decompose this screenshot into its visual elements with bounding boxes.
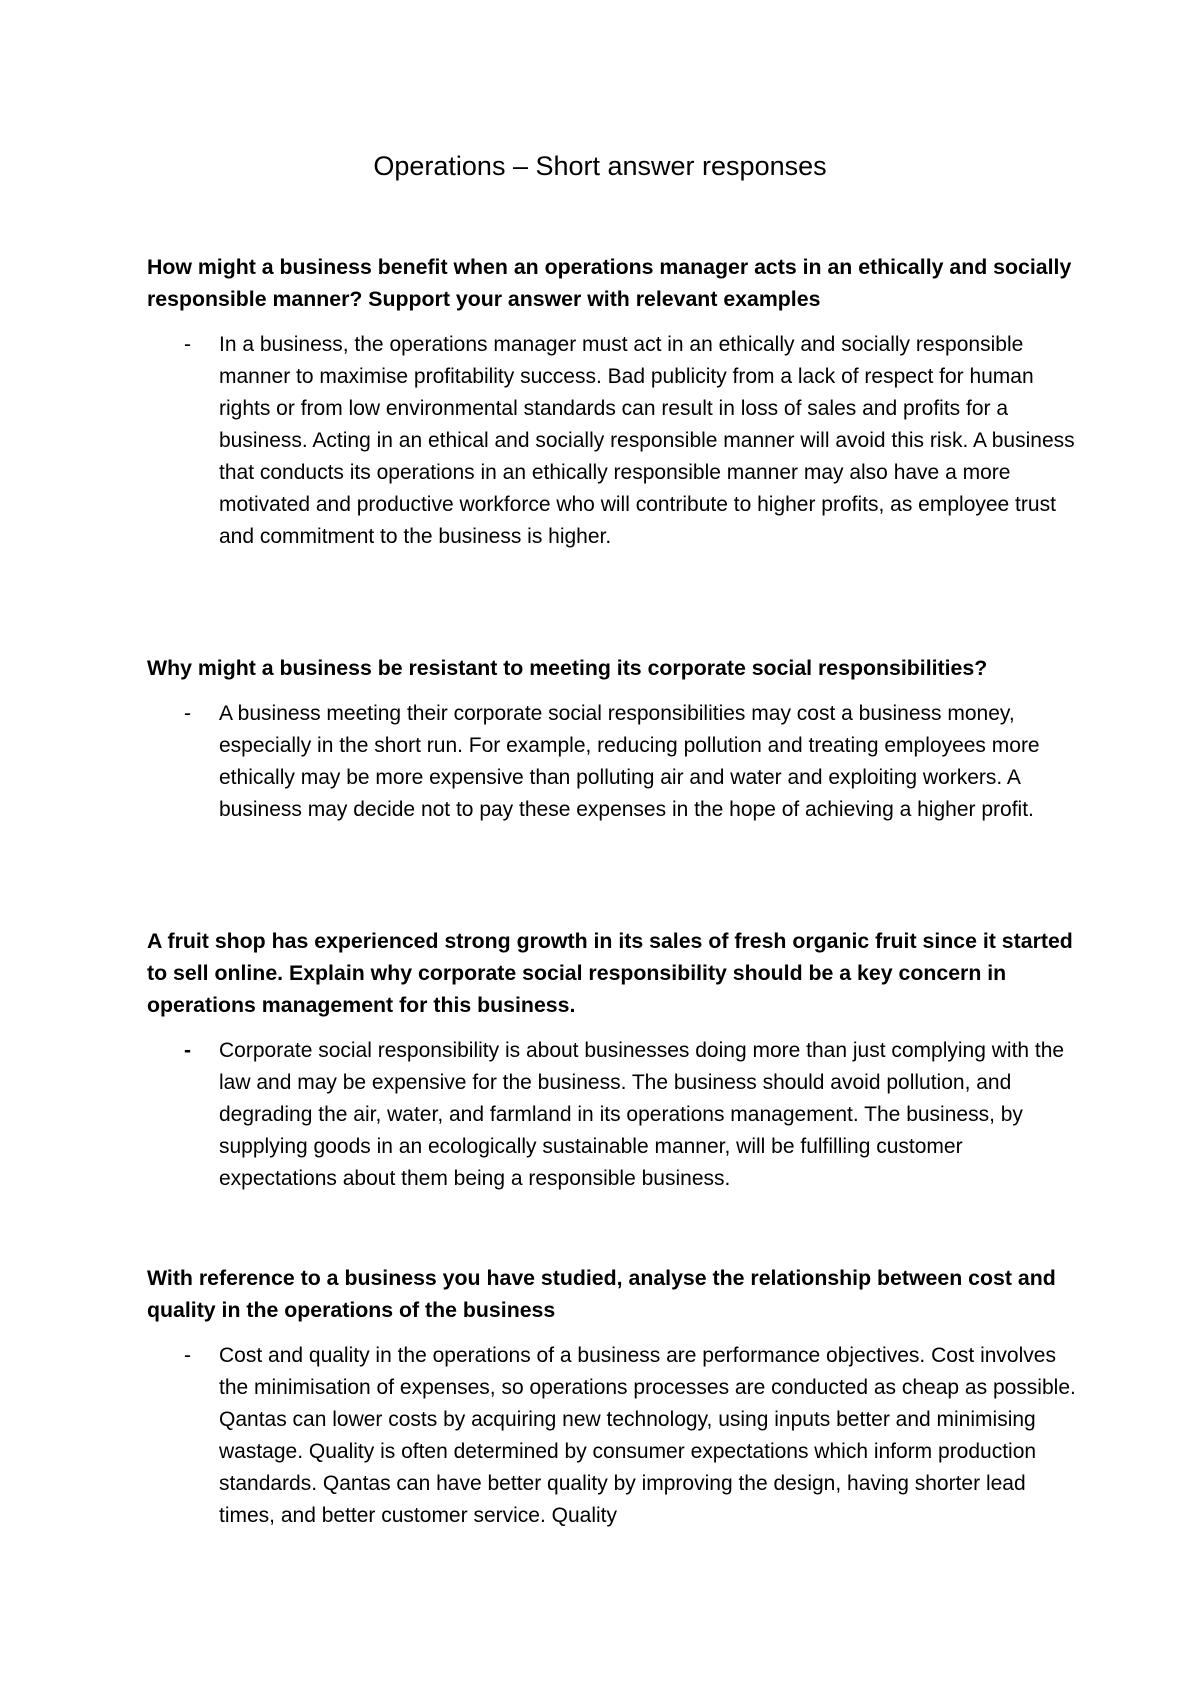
page-title: Operations – Short answer responses xyxy=(373,151,827,181)
question-4: With reference to a business you have studied, analyse the relationship between cost and quality in the operations of the business xyxy=(147,1266,1056,1322)
section-4 xyxy=(147,1262,1077,1532)
answer-2 xyxy=(147,698,1077,826)
section-2 xyxy=(147,652,1077,826)
bullet-dash: - xyxy=(184,702,191,725)
section-3 xyxy=(147,925,1077,1195)
question-1: How might a business benefit when an operations manager acts in an ethically and socially responsible manner? Support your answer with relevant examples xyxy=(147,255,1072,311)
bullet-dash: - xyxy=(184,1344,191,1367)
bullet-dash: - xyxy=(184,1039,191,1062)
bullet-dash: - xyxy=(184,333,191,356)
question-3: A fruit shop has experienced strong growth in its sales of fresh organic fruit since it started to sell online. Explain why corporate social responsibility should be a key concern in operations management for this business. xyxy=(147,929,1073,1017)
answer-4 xyxy=(147,1340,1077,1532)
answer-4-text: Cost and quality in the operations of a business are performance objectives. Cost involves the minimisation of expenses, so operations processes are conducted as cheap as possible. Qantas can lower costs by acquiring new technology, using inputs better and minimising wastage. Quality is often determined by consumer expectations which inform production standards. Qantas can have better quality by improving the design, having shorter lead times, and better customer service. Quality xyxy=(219,1344,1076,1527)
answer-3-text: Corporate social responsibility is about businesses doing more than just complying with the law and may be expensive for the business. The business should avoid pollution, and degrading the air, water, and farmland in its operations management. The business, by supplying goods in an ecologically sustainable manner, will be fulfilling customer expectations about them being a responsible business. xyxy=(219,1039,1065,1190)
answer-3 xyxy=(147,1035,1077,1195)
answer-1 xyxy=(147,329,1077,553)
section-1 xyxy=(147,251,1077,553)
question-2: Why might a business be resistant to meeting its corporate social responsibilities? xyxy=(147,656,988,680)
answer-2-text: A business meeting their corporate social responsibilities may cost a business money, especially in the short run. For example, reducing pollution and treating employees more ethically may be more expensive than polluting air and water and exploiting workers. A business may decide not to pay these expenses in the hope of achieving a higher profit. xyxy=(219,702,1040,821)
answer-1-text: In a business, the operations manager must act in an ethically and socially responsible manner to maximise profitability success. Bad publicity from a lack of respect for human rights or from low environmental standards can result in loss of sales and profits for a business. Acting in an ethical and socially responsible manner will avoid this risk. A business that conducts its operations in an ethically responsible manner may also have a more motivated and productive workforce who will contribute to higher profits, as employee trust and commitment to the business is higher. xyxy=(219,333,1075,548)
